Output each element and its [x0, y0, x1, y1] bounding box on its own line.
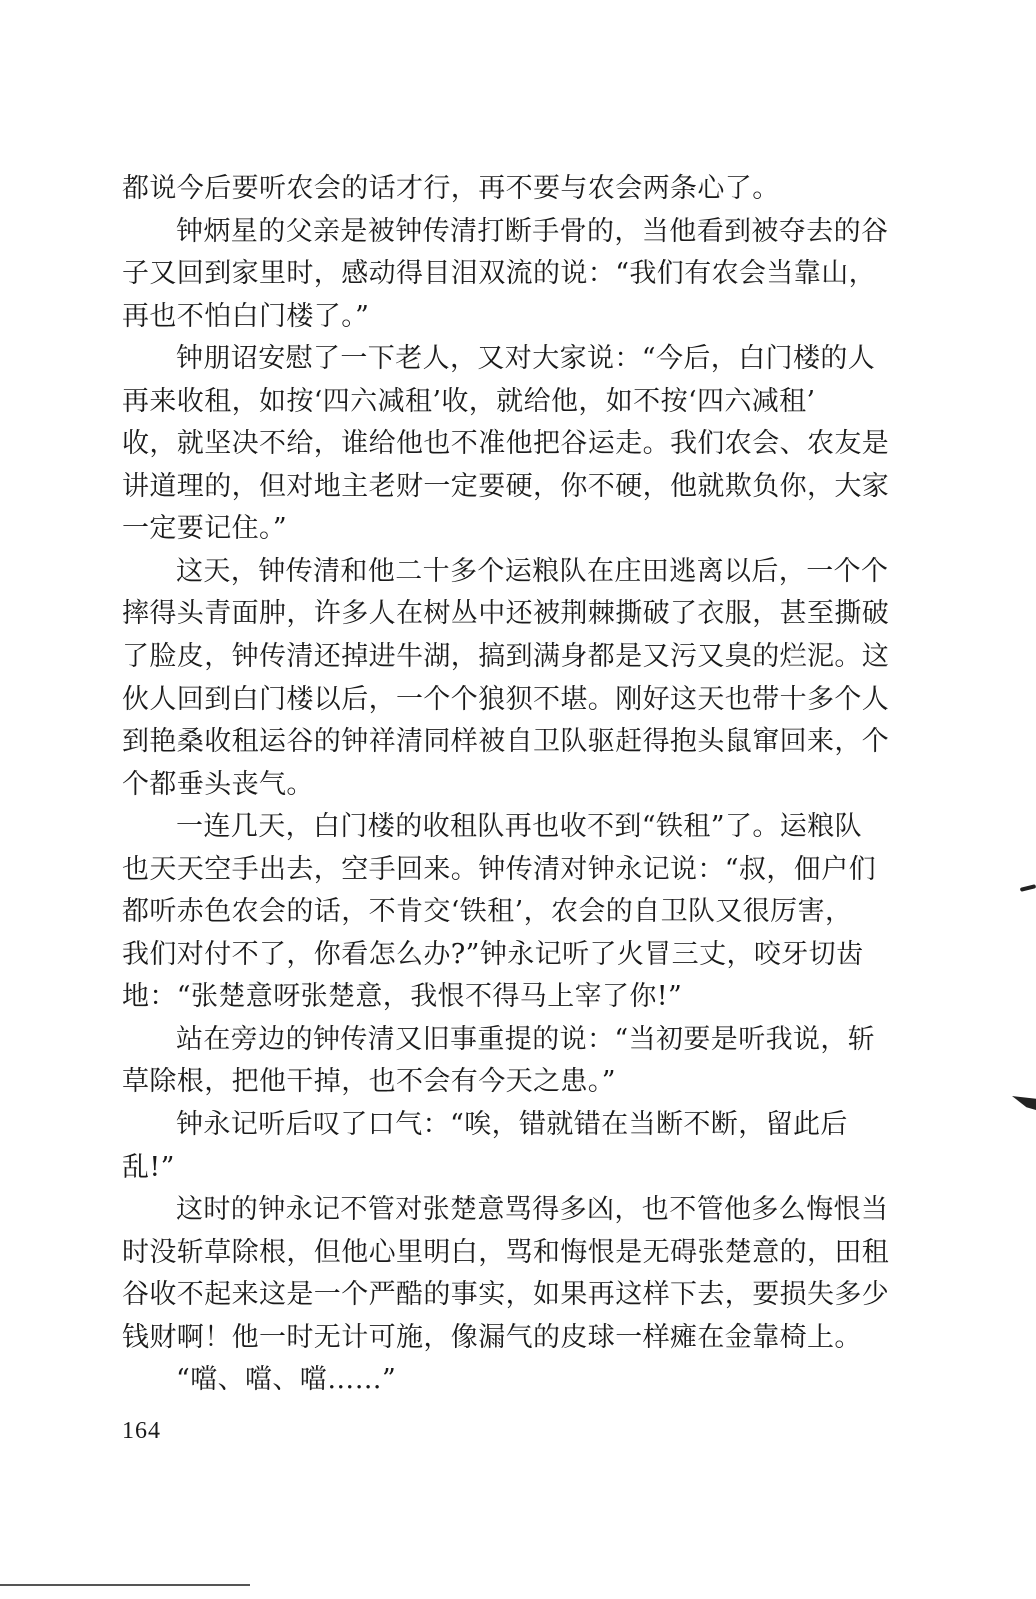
text-line: 我们对付不了，你看怎么办?”钟永记听了火冒三丈，咬牙切齿	[122, 938, 864, 970]
text-line: 这时的钟永记不管对张楚意骂得多凶，也不管他多么悔恨当	[176, 1194, 889, 1226]
text-line: 讲道理的，但对地主老财一定要硬，你不硬，他就欺负你，大家	[122, 470, 890, 502]
text-line: 站在旁边的钟传清又旧事重提的说：“当初要是听我说，斩	[176, 1023, 876, 1055]
scan-edge-mark	[1020, 884, 1036, 892]
text-line: 到艳桑收租运谷的钟祥清同样被自卫队驱赶得抱头鼠窜回来，个	[122, 726, 890, 758]
text-line: 子又回到家里时，感动得目泪双流的说：“我们有农会当靠山，	[122, 258, 877, 290]
text-line: 钱财啊！他一时无计可施，像漏气的皮球一样瘫在金靠椅上。	[122, 1321, 862, 1353]
body-text	[122, 168, 922, 1402]
text-line: 钟炳星的父亲是被钟传清打断手骨的，当他看到被夺去的谷	[176, 215, 889, 247]
text-line: 钟永记听后叹了口气：“唉，错就错在当断不断，留此后	[176, 1109, 848, 1141]
text-line: 一定要记住。”	[122, 513, 288, 545]
scan-bottom-rule	[0, 1584, 250, 1586]
text-line: 时没斩草除根，但他心里明白，骂和悔恨是无碍张楚意的，田租	[122, 1236, 890, 1268]
text-line: 草除根，把他干掉，也不会有今天之患。”	[122, 1066, 616, 1098]
text-line: 再也不怕白门楼了。”	[122, 300, 370, 332]
text-line: 都听赤色农会的话，不肯交‘铁租’，农会的自卫队又很厉害，	[122, 896, 853, 928]
page-number: 164	[122, 1418, 161, 1444]
text-line: “噹、噹、噹……”	[176, 1364, 397, 1396]
text-line: 了脸皮，钟传清还掉进牛湖，搞到满身都是又污又臭的烂泥。这	[122, 641, 890, 673]
text-line: 一连几天，白门楼的收租队再也收不到“铁租”了。运粮队	[176, 811, 863, 843]
text-line: 谷收不起来这是一个严酷的事实，如果再这样下去，要损失多少	[122, 1279, 890, 1311]
text-line: 乱!”	[122, 1151, 175, 1183]
text-line: 也天天空手出去，空手回来。钟传清对钟永记说：“叔，佃户们	[122, 853, 877, 885]
text-line: 地：“张楚意呀张楚意，我恨不得马上宰了你!”	[122, 981, 683, 1013]
text-line: 收，就坚决不给，谁给他也不准他把谷运走。我们农会、农友是	[122, 428, 890, 460]
text-line: 这天，钟传清和他二十多个运粮队在庄田逃离以后，一个个	[176, 555, 889, 587]
text-line: 摔得头青面肿，许多人在树丛中还被荆棘撕破了衣服，甚至撕破	[122, 598, 890, 630]
text-line: 都说今后要听农会的话才行，再不要与农会两条心了。	[122, 173, 780, 204]
text-line: 再来收租，如按‘四六减租’收，就给他，如不按‘四六减租’	[122, 385, 816, 417]
text-line: 伙人回到白门楼以后，一个个狼狈不堪。刚好这天也带十多个人	[122, 683, 890, 715]
text-line: 个都垂头丧气。	[122, 768, 314, 800]
text-line: 钟朋诏安慰了一下老人，又对大家说：“今后，白门楼的人	[176, 343, 876, 375]
scan-edge-mark	[1012, 1096, 1036, 1110]
